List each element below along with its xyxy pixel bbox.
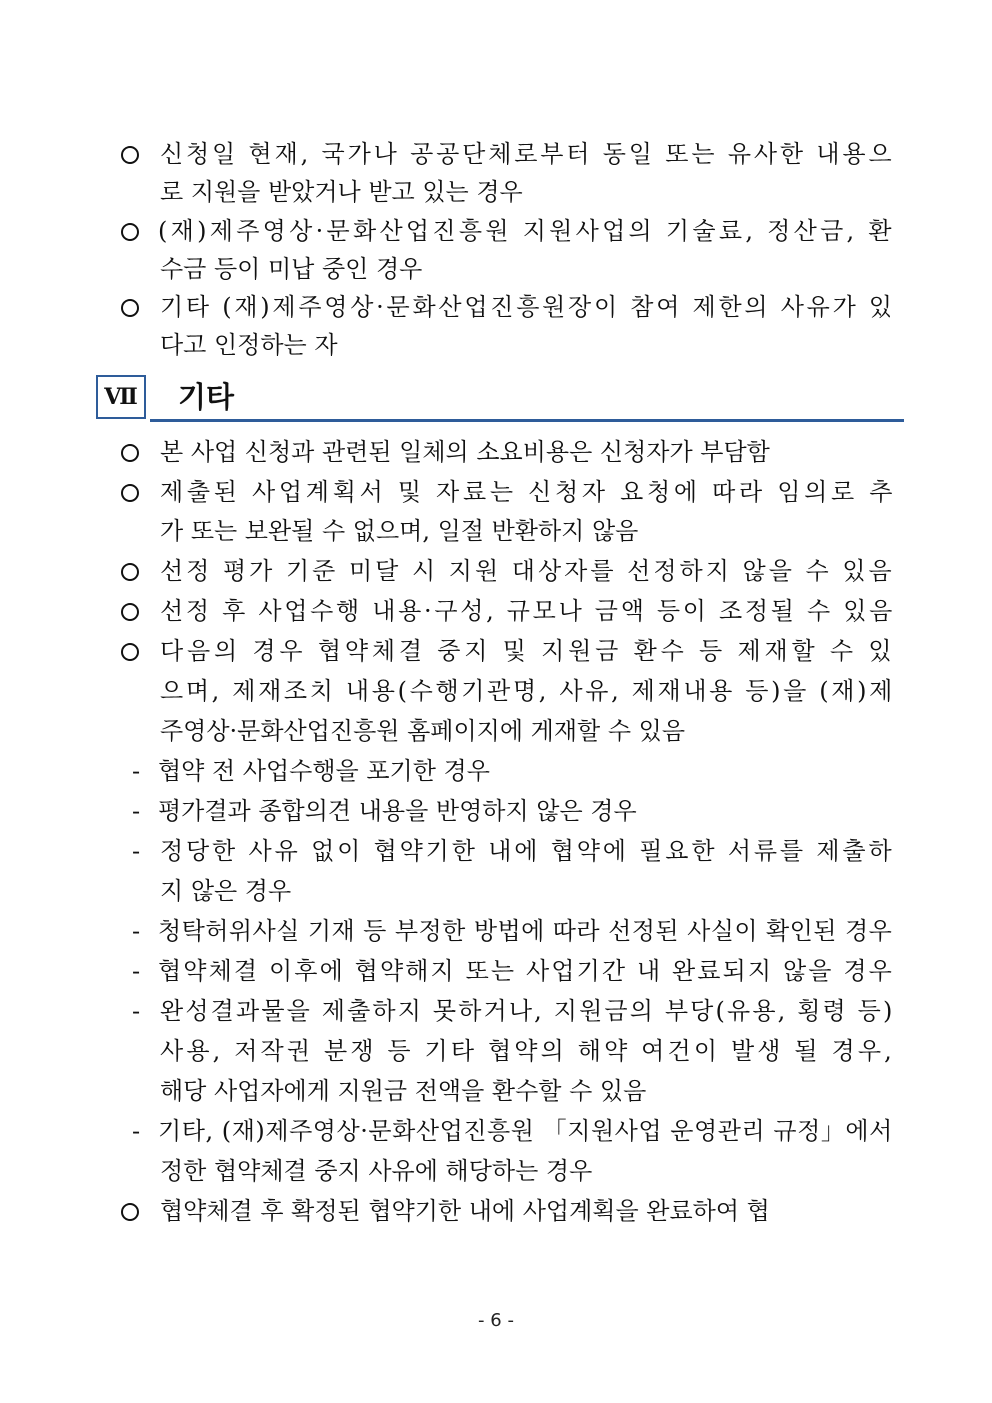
- list-item-text: 선정 평가 기준 미달 시 지원 대상자를 선정하지 않을 수 있음: [160, 557, 895, 585]
- list-item-text: 협약체결 이후에 협약해지 또는 사업기간 내 완료되지 않을 경우: [158, 957, 894, 985]
- list-item-text: 다음의 경우 협약체결 중지 및 지원금 환수 등 제재할 수 있: [160, 637, 896, 665]
- list-item-text: 기타 (재)제주영상·문화산업진흥원장이 참여 제한의 사유가 있: [160, 293, 895, 321]
- page-number: - 6 -: [478, 1310, 514, 1331]
- dash-bullet: -: [132, 957, 141, 985]
- list-item-text: 사용, 저작권 분쟁 등 기타 협약의 해약 여건이 발생 될 경우,: [160, 1037, 895, 1065]
- section-number: Ⅶ: [96, 375, 146, 419]
- list-item-text: 정당한 사유 없이 협약기한 내에 협약에 필요한 서류를 제출하: [160, 837, 895, 865]
- dash-bullet: -: [132, 1117, 141, 1145]
- circle-bullet-icon: [121, 223, 139, 241]
- list-item-text: 가 또는 보완될 수 없으며, 일절 반환하지 않음: [160, 517, 639, 545]
- list-item-text: 기타, (재)제주영상·문화산업진흥원 「지원사업 운영관리 규정」에서: [158, 1117, 893, 1145]
- list-item-text: 협약체결 후 확정된 협약기한 내에 사업계획을 완료하여 협: [160, 1197, 770, 1225]
- list-item-text: 제출된 사업계획서 및 자료는 신청자 요청에 따라 임의로 추: [160, 478, 897, 506]
- list-item-text: 주영상·문화산업진흥원 홈페이지에 게재할 수 있음: [160, 717, 686, 745]
- list-item-text: 신청일 현재, 국가나 공공단체로부터 동일 또는 유사한 내용으: [160, 140, 895, 168]
- dash-bullet: -: [132, 837, 141, 865]
- list-item-text: 선정 후 사업수행 내용·구성, 규모나 금액 등이 조정될 수 있음: [160, 597, 896, 625]
- list-item-text: 로 지원을 받았거나 받고 있는 경우: [160, 178, 523, 206]
- circle-bullet-icon: [121, 484, 139, 502]
- list-item-text: 본 사업 신청과 관련된 일체의 소요비용은 신청자가 부담함: [160, 438, 770, 466]
- circle-bullet-icon: [121, 146, 139, 164]
- circle-bullet-icon: [121, 444, 139, 462]
- section-title: 기타: [178, 380, 235, 414]
- list-item-text: 다고 인정하는 자: [160, 331, 338, 359]
- circle-bullet-icon: [121, 299, 139, 317]
- circle-bullet-icon: [121, 1203, 139, 1221]
- list-item-text: 완성결과물을 제출하지 못하거나, 지원금의 부당(유용, 횡령 등): [160, 997, 895, 1025]
- section-underline: [150, 419, 904, 422]
- circle-bullet-icon: [121, 563, 139, 581]
- list-item-text: 지 않은 경우: [160, 877, 292, 905]
- list-item-text: 수금 등이 미납 중인 경우: [160, 255, 423, 283]
- list-item-text: (재)제주영상·문화산업진흥원 지원사업의 기술료, 정산금, 환: [158, 217, 895, 245]
- circle-bullet-icon: [121, 603, 139, 621]
- list-item-text: 으며, 제재조치 내용(수행기관명, 사유, 제재내용 등)을 (재)제: [160, 677, 896, 705]
- list-item-text: 평가결과 종합의견 내용을 반영하지 않은 경우: [158, 797, 637, 825]
- dash-bullet: -: [132, 757, 141, 785]
- section-heading: [96, 375, 904, 425]
- dash-bullet: -: [132, 997, 141, 1025]
- list-item-text: 협약 전 사업수행을 포기한 경우: [158, 757, 490, 785]
- dash-bullet: -: [132, 917, 141, 945]
- list-item-text: 정한 협약체결 중지 사유에 해당하는 경우: [160, 1157, 593, 1185]
- dash-bullet: -: [132, 797, 141, 825]
- circle-bullet-icon: [121, 643, 139, 661]
- list-item-text: 해당 사업자에게 지원금 전액을 환수할 수 있음: [160, 1077, 647, 1105]
- list-item-text: 청탁허위사실 기재 등 부정한 방법에 따라 선정된 사실이 확인된 경우: [158, 917, 893, 945]
